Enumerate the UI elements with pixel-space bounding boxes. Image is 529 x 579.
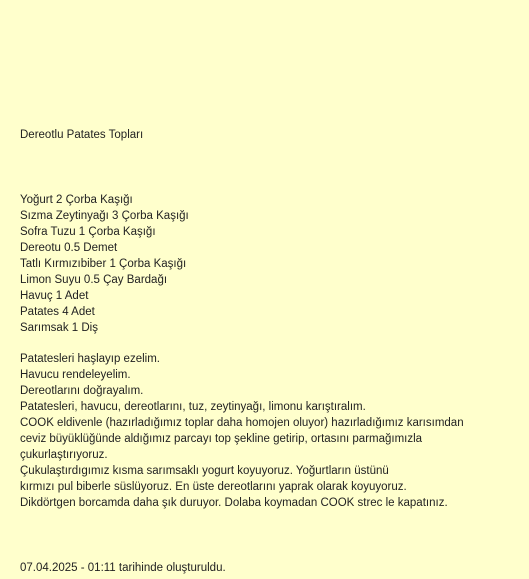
ingredient-item: Patates 4 Adet [20,306,95,318]
ingredient-item: Dereotu 0.5 Demet [20,242,118,254]
instruction-line: ceviz büyüklüğünde aldığımız parcayı top şekline getirip, ortasını parmağımızla [20,433,423,445]
ingredient-item: Havuç 1 Adet [20,290,89,302]
instruction-line: Dikdörtgen borcamda daha şık duruyor. Dolaba koymadan COOK strec le kapatınız. [20,497,448,509]
ingredient-list [20,192,189,336]
ingredient-item: Sızma Zeytinyağı 3 Çorba Kaşığı [20,210,189,222]
instruction-line: COOK eldivenle (hazırladığımız toplar daha homojen oluyor) hazırladığımız karısımdan [20,417,464,429]
instruction-line: kırmızı pul biberle süslüyoruz. En üste dereotlarını yaprak olarak koyuyoruz. [20,481,407,493]
instruction-line: Patatesleri haşlayıp ezelim. [20,353,160,365]
instruction-line: Çukulaştırdıgımız kısma sarımsaklı yogurt koyuyoruz. Yoğurtların üstünü [20,465,389,477]
ingredient-item: Yoğurt 2 Çorba Kaşığı [20,194,133,206]
instruction-line: çukurlaştırıyoruz. [20,449,108,461]
recipe-title: Dereotlu Patates Topları [20,129,144,141]
instruction-line: Havucu rendeleyelim. [20,369,131,381]
ingredient-item: Sarımsak 1 Diş [20,322,98,334]
instruction-list [20,351,464,511]
instruction-line: Patatesleri, havucu, dereotlarını, tuz, zeytinyağı, limonu karıştıralım. [20,401,366,413]
ingredient-item: Tatlı Kırmızıbiber 1 Çorba Kaşığı [20,258,187,270]
ingredient-item: Limon Suyu 0.5 Çay Bardağı [20,274,168,286]
ingredient-item: Sofra Tuzu 1 Çorba Kaşığı [20,226,156,238]
created-timestamp: 07.04.2025 - 01:11 tarihinde oluşturuldu. [20,562,226,574]
instruction-line: Dereotlarını doğrayalım. [20,385,144,397]
